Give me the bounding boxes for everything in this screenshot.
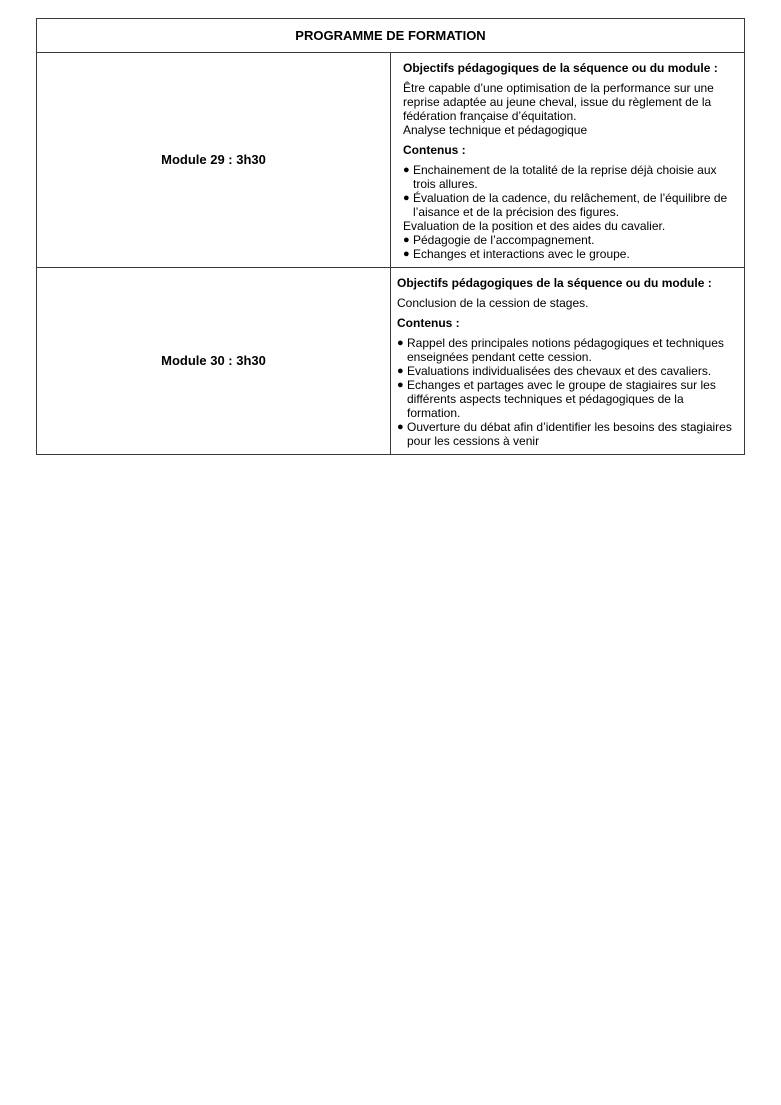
module-label: Module 30 : 3h30 [37, 268, 391, 455]
list-item-text: Ouverture du débat afin d’identifier les besoins des stagiaires pour les cessions à venir [407, 420, 732, 448]
bullet-icon: ● [397, 379, 404, 391]
list-item [397, 364, 736, 378]
plain-line: Evaluation de la position et des aides du cavalier. [403, 219, 666, 233]
list-item [397, 336, 736, 364]
bullet-icon: ● [397, 337, 404, 349]
list-item-text: Enchainement de la totalité de la reprise déjà choisie aux trois allures. [413, 163, 717, 191]
list-item [403, 247, 736, 261]
contents-title: Contenus : [403, 143, 466, 157]
programme-table [36, 18, 745, 455]
table-header: PROGRAMME DE FORMATION [37, 19, 745, 53]
contents-title: Contenus : [397, 316, 460, 330]
bullet-icon: ● [397, 365, 404, 377]
module-label: Module 29 : 3h30 [37, 53, 391, 268]
list-item-text: Echanges et partages avec le groupe de stagiaires sur les différents aspects techniques et pédagogiques de la formation. [407, 378, 716, 420]
objectives-text [403, 81, 736, 137]
objectives-title: Objectifs pédagogiques de la séquence ou du module : [403, 61, 718, 75]
list-item [403, 233, 736, 247]
list-item [397, 420, 736, 448]
contents-list [403, 233, 736, 261]
bullet-icon: ● [403, 192, 410, 204]
list-item [403, 163, 736, 191]
header-row [37, 19, 745, 53]
bullet-icon: ● [403, 234, 410, 246]
contents-list [403, 163, 736, 219]
list-item-text: Evaluations individualisées des chevaux et des cavaliers. [407, 364, 712, 378]
bullet-icon: ● [397, 421, 404, 433]
module-row [37, 53, 745, 268]
bullet-icon: ● [403, 248, 410, 260]
module-content [391, 268, 745, 455]
bullet-icon: ● [403, 164, 410, 176]
objectives-title: Objectifs pédagogiques de la séquence ou du module : [397, 276, 712, 290]
module-content [391, 53, 745, 268]
contents-list [397, 336, 736, 448]
list-item-text: Pédagogie de l’accompagnement. [413, 233, 595, 247]
list-item [397, 378, 736, 420]
list-item-text: Echanges et interactions avec le groupe. [413, 247, 630, 261]
objectives-text [397, 296, 736, 310]
module-row [37, 268, 745, 455]
list-item [403, 191, 736, 219]
objective-line: Conclusion de la cession de stages. [397, 296, 589, 310]
list-item-text: Rappel des principales notions pédagogiques et techniques enseignées pendant cette cession. [407, 336, 724, 364]
objective-line: Analyse technique et pédagogique [403, 123, 588, 137]
objective-line: Être capable d’une optimisation de la performance sur une reprise adaptée au jeune cheval, issue du règlement de la fédération française d’équitation. [403, 81, 714, 123]
list-item-text: Évaluation de la cadence, du relâchement, de l’équilibre de l’aisance et de la précision des figures. [413, 191, 728, 219]
